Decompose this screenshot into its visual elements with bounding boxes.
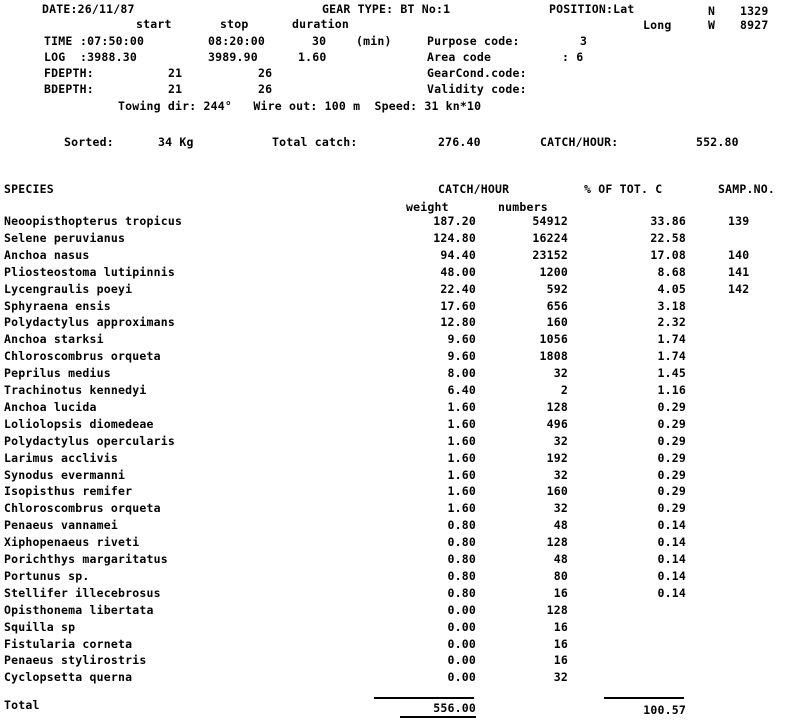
towing-line: Towing dir: 244° Wire out: 100 m Speed: 31 kn*10 [118,99,482,113]
time-label: TIME [44,34,73,48]
position-lat-label: POSITION:Lat [549,2,635,16]
species-name: Cyclopsetta querna [4,670,133,684]
percent-cell: 0.14 [657,535,686,549]
species-name: Anchoa nasus [4,248,90,262]
numbers-cell: 496 [546,417,568,431]
species-name: Peprilus medius [4,366,111,380]
numbers-cell: 80 [553,569,568,583]
catch-per-hour-heading: CATCH/HOUR [438,182,510,196]
numbers-cell: 192 [546,451,568,465]
numbers-cell: 1808 [539,349,568,363]
percent-cell: 0.14 [657,552,686,566]
percent-cell: 33.86 [650,214,686,228]
weight-cell: 187.20 [433,214,476,228]
percent-cell: 8.68 [657,265,686,279]
species-name: Opisthonema libertata [4,603,154,617]
percent-cell: 1.45 [657,366,686,380]
species-name: Sphyraena ensis [4,299,111,313]
bdepth-stop: 26 [258,82,273,96]
weight-cell: 6.40 [447,383,476,397]
percent-cell: 0.29 [657,501,686,515]
numbers-cell: 32 [553,670,568,684]
percent-cell: 4.05 [657,282,686,296]
species-name: Synodus evermanni [4,468,126,482]
weight-cell: 1.60 [447,434,476,448]
species-name: Polydactylus opercularis [4,434,175,448]
time-unit: (min) [356,34,392,48]
species-name: Selene peruvianus [4,231,126,245]
percent-cell: 1.16 [657,383,686,397]
species-name: Portunus sp. [4,569,90,583]
time-stop: 08:20:00 [208,34,265,48]
time-duration: 30 [312,34,327,48]
weight-cell: 1.60 [447,400,476,414]
numbers-cell: 592 [546,282,568,296]
percent-cell: 0.14 [657,569,686,583]
percent-cell: 2.32 [657,315,686,329]
species-name: Penaeus stylirostris [4,653,147,667]
weight-cell: 0.00 [447,620,476,634]
sample-cell: 141 [728,265,750,279]
species-name: Xiphopenaeus riveti [4,535,140,549]
purpose-code-label: Purpose code: [427,34,520,48]
area-code-value: : 6 [562,50,584,64]
numbers-cell: 128 [546,535,568,549]
numbers-cell: 48 [553,518,568,532]
numbers-cell: 16 [553,586,568,600]
sample-cell: 142 [728,282,750,296]
numbers-cell: 54912 [532,214,568,228]
percent-cell: 0.14 [657,518,686,532]
weight-cell: 0.80 [447,552,476,566]
numbers-cell: 16 [553,620,568,634]
weight-cell: 1.60 [447,484,476,498]
weight-subheading: weight [406,200,449,214]
total-weight: 556.00 [400,703,476,718]
species-name: Fistularia corneta [4,637,133,651]
species-name: Anchoa lucida [4,400,97,414]
total-label: Total [4,698,40,712]
numbers-cell: 32 [553,366,568,380]
log-duration: 1.60 [298,50,327,64]
weight-cell: 12.80 [440,315,476,329]
weight-total-rule [374,697,474,699]
weight-cell: 94.40 [440,248,476,262]
area-code-label: Area code [427,50,492,64]
numbers-cell: 23152 [532,248,568,262]
species-name: Neoopisthopterus tropicus [4,214,183,228]
numbers-cell: 1056 [539,332,568,346]
bdepth-label: BDEPTH: [44,82,94,96]
date-label: DATE:26/11/87 [42,2,135,16]
weight-cell: 8.00 [447,366,476,380]
numbers-cell: 2 [560,383,568,397]
percent-cell: 22.58 [650,231,686,245]
col-stop-heading: stop [220,17,249,31]
weight-cell: 9.60 [447,349,476,363]
species-name: Trachinotus kennedyi [4,383,147,397]
sorted-label: Sorted: [64,135,114,149]
weight-cell: 0.80 [447,535,476,549]
fdepth-label: FDEPTH: [44,66,94,80]
species-name: Polydactylus approximans [4,315,175,329]
numbers-cell: 160 [546,484,568,498]
species-name: Stellifer illecebrosus [4,586,161,600]
total-percent: 100.57 [643,703,686,717]
numbers-cell: 32 [553,468,568,482]
weight-cell: 0.00 [447,653,476,667]
log-label: LOG [44,50,66,64]
time-start: :07:50:00 [80,34,145,48]
log-stop: 3989.90 [208,50,258,64]
numbers-cell: 16 [553,637,568,651]
weight-cell: 1.60 [447,501,476,515]
long-label: Long [643,18,672,32]
fdepth-start: 21 [168,66,183,80]
species-heading: SPECIES [4,182,54,196]
total-catch-label: Total catch: [272,135,358,149]
species-name: Pliosteostoma lutipinnis [4,265,175,279]
numbers-cell: 32 [553,501,568,515]
catch-per-hour-label: CATCH/HOUR: [540,135,619,149]
col-start-heading: start [136,17,172,31]
numbers-cell: 128 [546,400,568,414]
percent-cell: 0.29 [657,434,686,448]
weight-cell: 9.60 [447,332,476,346]
bdepth-start: 21 [168,82,183,96]
weight-cell: 0.00 [447,603,476,617]
weight-cell: 0.80 [447,586,476,600]
total-catch-value: 276.40 [438,135,481,149]
percent-cell: 17.08 [650,248,686,262]
numbers-cell: 32 [553,434,568,448]
long-direction: W [708,18,716,32]
percent-cell: 0.29 [657,451,686,465]
percent-total-heading: % OF TOT. C [584,182,663,196]
weight-cell: 0.00 [447,670,476,684]
weight-cell: 0.80 [447,569,476,583]
weight-cell: 1.60 [447,417,476,431]
col-duration-heading: duration [292,17,349,31]
species-name: Squilla sp [4,620,76,634]
weight-cell: 0.80 [447,518,476,532]
percent-total-rule [604,697,684,699]
sorted-value: 34 Kg [158,135,194,149]
species-name: Chloroscombrus orqueta [4,349,161,363]
numbers-cell: 48 [553,552,568,566]
numbers-cell: 160 [546,315,568,329]
numbers-subheading: numbers [498,200,548,214]
log-start: :3988.30 [80,50,137,64]
percent-cell: 0.29 [657,417,686,431]
species-name: Isopisthus remifer [4,484,133,498]
percent-cell: 1.74 [657,332,686,346]
sample-cell: 139 [728,214,750,228]
fdepth-stop: 26 [258,66,273,80]
percent-cell: 0.29 [657,400,686,414]
species-name: Chloroscombrus orqueta [4,501,161,515]
lat-value: 1329 [740,4,769,18]
species-name: Lycengraulis poeyi [4,282,133,296]
weight-cell: 1.60 [447,468,476,482]
sample-cell: 140 [728,248,750,262]
percent-cell: 3.18 [657,299,686,313]
weight-cell: 17.60 [440,299,476,313]
numbers-cell: 128 [546,603,568,617]
lat-direction: N [708,4,716,18]
weight-cell: 1.60 [447,451,476,465]
numbers-cell: 1200 [539,265,568,279]
species-name: Anchoa starksi [4,332,104,346]
weight-cell: 124.80 [433,231,476,245]
catch-per-hour-value: 552.80 [696,135,739,149]
purpose-code-value: 3 [580,34,588,48]
numbers-cell: 16224 [532,231,568,245]
validity-code-label: Validity code: [427,82,527,96]
percent-cell: 0.29 [657,484,686,498]
percent-cell: 0.29 [657,468,686,482]
long-value: 8927 [740,18,769,32]
percent-cell: 0.14 [657,586,686,600]
species-name: Porichthys margaritatus [4,552,168,566]
weight-cell: 22.40 [440,282,476,296]
species-name: Larimus acclivis [4,451,118,465]
species-name: Loliolopsis diomedeae [4,417,154,431]
sample-number-heading: SAMP.NO. [718,182,775,196]
gearcond-code-label: GearCond.code: [427,66,527,80]
species-name: Penaeus vannamei [4,518,118,532]
percent-cell: 1.74 [657,349,686,363]
weight-cell: 48.00 [440,265,476,279]
numbers-cell: 16 [553,653,568,667]
weight-cell: 0.00 [447,637,476,651]
gear-type-label: GEAR TYPE: BT No:1 [322,2,451,16]
numbers-cell: 656 [546,299,568,313]
